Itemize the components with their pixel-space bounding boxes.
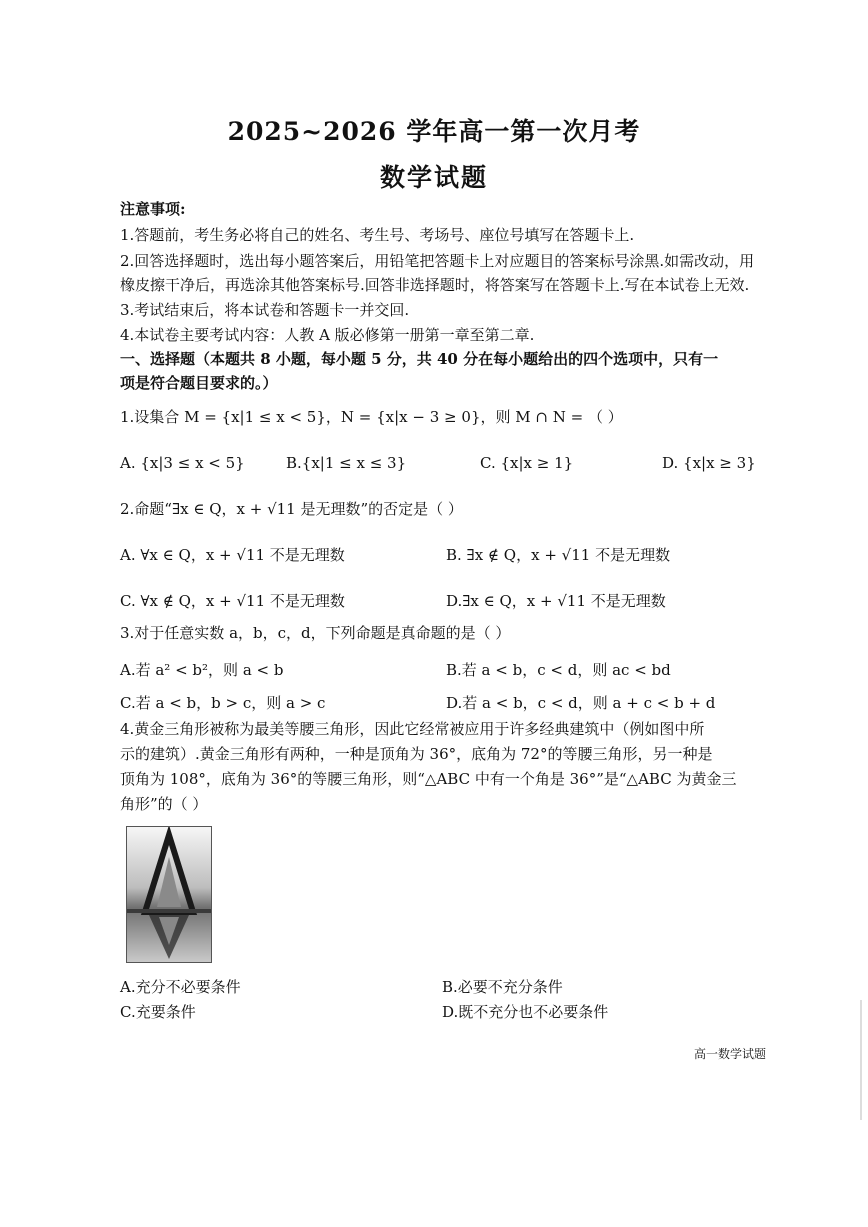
building-illustration bbox=[127, 827, 211, 962]
note-3: 3.考试结束后，将本试卷和答题卡一并交回. bbox=[120, 301, 410, 319]
question-4-stem-line-3: 顶角为 108°，底角为 36°的等腰三角形，则“△ABC 中有一个角是 36°”是“△ABC 为黄金三 bbox=[120, 770, 737, 788]
question-4-option-c[interactable]: C.充要条件 bbox=[120, 1003, 196, 1021]
question-4-stem-line-1: 4.黄金三角形被称为最美等腰三角形，因此它经常被应用于许多经典建筑中（例如图中所 bbox=[120, 720, 705, 738]
exam-subtitle: 数学试题 bbox=[379, 163, 488, 192]
note-2: 2.回答选择题时，选出每小题答案后，用铅笔把答题卡上对应题目的答案标号涂黑.如需改动，用 bbox=[120, 252, 755, 270]
question-2-option-d[interactable]: D.∃x ∈ Q，x + √11 不是无理数 bbox=[446, 592, 666, 610]
section-heading-cont: 项是符合题目要求的。） bbox=[120, 374, 278, 392]
question-3-option-a[interactable]: A.若 a² < b²，则 a < b bbox=[120, 661, 284, 679]
question-4-option-b[interactable]: B.必要不充分条件 bbox=[442, 978, 563, 996]
question-1-option-d[interactable]: D. {x|x ≥ 3} bbox=[662, 454, 756, 472]
question-2-stem: 2.命题“∃x ∈ Q，x + √11 是无理数”的否定是（ ） bbox=[120, 500, 463, 518]
question-3-option-b[interactable]: B.若 a < b，c < d，则 ac < bd bbox=[446, 661, 671, 679]
section-heading: 一、选择题（本题共 8 小题，每小题 5 分，共 40 分在每小题给出的四个选项中，只有一 bbox=[120, 350, 719, 368]
question-4-stem-line-2: 示的建筑）.黄金三角形有两种，一种是顶角为 36°，底角为 72°的等腰三角形，另一种是 bbox=[120, 745, 713, 763]
scan-edge-mark bbox=[860, 1000, 862, 1120]
note-4: 4.本试卷主要考试内容：人教 A 版必修第一册第一章至第二章. bbox=[120, 326, 535, 344]
question-1-option-a[interactable]: A. {x|3 ≤ x < 5} bbox=[120, 454, 245, 472]
question-3-option-c[interactable]: C.若 a < b，b > c，则 a > c bbox=[120, 694, 326, 712]
notes-heading: 注意事项: bbox=[120, 200, 186, 218]
page-footer: 高一数学试题 bbox=[694, 1047, 767, 1061]
note-2-cont: 橡皮擦干净后，再选涂其他答案标号.回答非选择题时，将答案写在答题卡上.写在本试卷上无效. bbox=[120, 276, 750, 294]
question-1-option-b[interactable]: B.{x|1 ≤ x ≤ 3} bbox=[286, 454, 407, 472]
golden-triangle-building-photo bbox=[126, 826, 212, 963]
question-2-option-a[interactable]: A. ∀x ∈ Q，x + √11 不是无理数 bbox=[120, 546, 345, 564]
exam-title: 2025~2026 学年高一第一次月考 bbox=[227, 117, 641, 146]
question-4-stem-line-4: 角形”的（ ） bbox=[120, 795, 208, 813]
question-3-option-d[interactable]: D.若 a < b，c < d，则 a + c < b + d bbox=[446, 694, 716, 712]
question-4-option-a[interactable]: A.充分不必要条件 bbox=[120, 978, 241, 996]
question-1-stem: 1.设集合 M = {x|1 ≤ x < 5}，N = {x|x − 3 ≥ 0}，则 M ∩ N = （ ） bbox=[120, 408, 623, 426]
question-2-option-c[interactable]: C. ∀x ∉ Q，x + √11 不是无理数 bbox=[120, 592, 345, 610]
question-2-option-b[interactable]: B. ∃x ∉ Q，x + √11 不是无理数 bbox=[446, 546, 671, 564]
question-4-option-d[interactable]: D.既不充分也不必要条件 bbox=[442, 1003, 609, 1021]
note-1: 1.答题前，考生务必将自己的姓名、考生号、考场号、座位号填写在答题卡上. bbox=[120, 226, 635, 244]
question-1-option-c[interactable]: C. {x|x ≥ 1} bbox=[480, 454, 574, 472]
question-3-stem: 3.对于任意实数 a，b，c，d，下列命题是真命题的是（ ） bbox=[120, 624, 511, 642]
